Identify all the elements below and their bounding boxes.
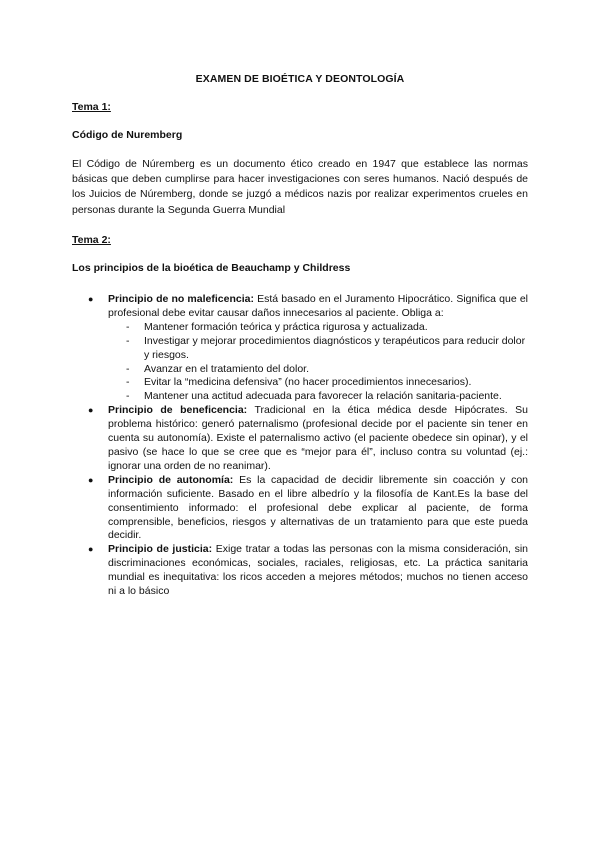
principle-text: Tradicional en la ética médica desde Hipócrates. Su problema histórico: generó paternalismo (profesional decide por el paciente sin tener en cuenta su autonomía). Existe el paternalismo activo (el paciente obedece sin opinar), y el pasivo (se hace lo que se cree que es “mejor para él”, incluso contra su voluntad (ej.: ignorar una orden de no reanimar). bbox=[108, 404, 528, 472]
principle-justicia bbox=[72, 543, 528, 599]
no-maleficencia-obligations bbox=[108, 321, 528, 404]
tema1-paragraph: El Código de Núremberg es un documento ético creado en 1947 que establece las normas básicas que deben cumplirse para hacer investigaciones con seres humanos. Nació después de los Juicios de Núremberg, donde se juzgó a médicos nazis por realizar experimentos crueles en personas durante la Segunda Guerra Mundial bbox=[72, 158, 528, 216]
bullet-icon: ● bbox=[88, 294, 94, 304]
principle-name: Principio de beneficencia: bbox=[108, 404, 248, 417]
dash-icon: - bbox=[126, 334, 130, 347]
principles-list bbox=[72, 293, 528, 599]
dash-icon: - bbox=[126, 362, 130, 375]
document-title: EXAMEN DE BIOÉTICA Y DEONTOLOGÍA bbox=[195, 73, 405, 85]
principle-no-maleficencia bbox=[72, 293, 528, 404]
tema1-label: Tema 1: bbox=[72, 101, 111, 113]
dash-icon: - bbox=[126, 320, 130, 333]
principle-name: Principio de autonomía: bbox=[108, 473, 234, 486]
bullet-icon: ● bbox=[88, 544, 94, 555]
tema2-label: Tema 2: bbox=[72, 234, 111, 246]
principle-name: Principio de no maleficencia: bbox=[108, 293, 254, 305]
list-item: - Avanzar en el tratamiento del dolor. bbox=[126, 362, 309, 375]
list-item: - Investigar y mejorar procedimientos diagnósticos y terapéuticos para reducir dolor y riesgos. bbox=[126, 334, 526, 361]
principle-text: Está basado en el Juramento Hipocrático. Significa que el profesional debe evitar causar daños innecesarios al paciente. Obliga a: bbox=[108, 293, 528, 319]
tema1-heading: Código de Nuremberg bbox=[72, 129, 183, 141]
principle-autonomia bbox=[72, 474, 528, 544]
principle-text: Exige tratar a todas las personas con la misma consideración, sin discriminaciones económicas, sociales, raciales, religiosas, etc. La práctica sanitaria mundial es inequitativa: los ricos acceden a mejores métodos; muchos no tienen acceso ni a lo básico bbox=[108, 543, 528, 598]
bullet-icon: ● bbox=[88, 474, 94, 485]
bullet-icon: ● bbox=[88, 405, 94, 416]
principle-name: Principio de justicia: bbox=[108, 543, 213, 556]
dash-icon: - bbox=[126, 376, 130, 389]
principle-beneficencia bbox=[72, 404, 528, 474]
principle-text: Es la capacidad de decidir libremente sin coacción y con información suficiente. Basado en el libre albedrío y la filosofía de Kant.Es la base del consentimiento informado: el profesional debe explicar al paciente, de forma comprensible, beneficios, riesgos y alternativas de un tratamiento para que este pueda decidir. bbox=[108, 473, 528, 542]
list-item: - Mantener formación teórica y práctica rigurosa y actualizada. bbox=[126, 320, 428, 333]
list-item: - Mantener una actitud adecuada para favorecer la relación sanitaria-paciente. bbox=[126, 390, 502, 403]
dash-icon: - bbox=[126, 390, 130, 403]
tema2-heading: Los principios de la bioética de Beauchamp y Childress bbox=[72, 262, 351, 274]
list-item: - Evitar la “medicina defensiva” (no hacer procedimientos innecesarios). bbox=[126, 376, 472, 389]
